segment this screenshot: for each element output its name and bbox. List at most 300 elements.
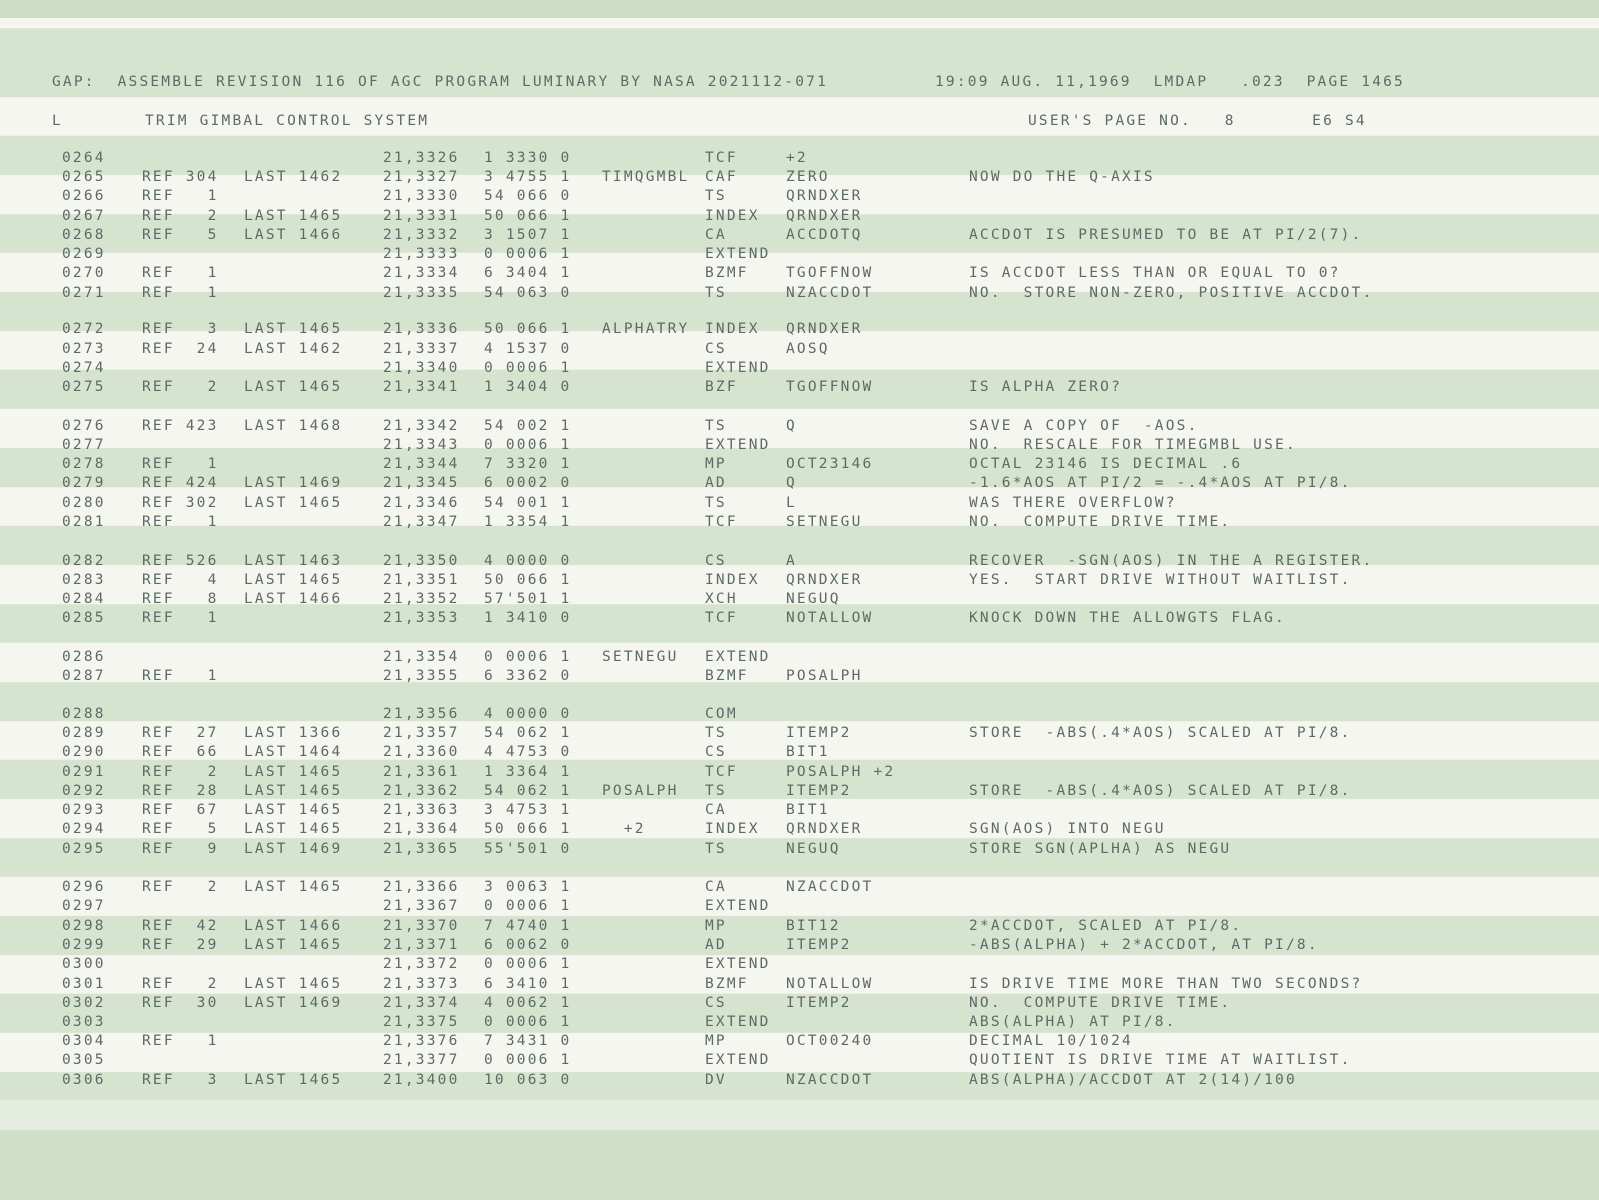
comment: NO. COMPUTE DRIVE TIME. [969, 995, 1232, 1011]
last-ref: LAST 1465 [244, 976, 343, 992]
opcode: TCF [705, 764, 738, 780]
last-ref: LAST 1465 [244, 879, 343, 895]
opcode: INDEX [705, 208, 760, 224]
ref-count: REF 66 [142, 744, 219, 760]
octal-code: 50 066 1 [484, 572, 572, 588]
octal-code: 55'501 0 [484, 841, 572, 857]
comment: ABS(ALPHA)/ACCDOT AT 2(14)/100 [969, 1072, 1297, 1088]
memory-address: 21,3361 [383, 764, 460, 780]
ref-count: REF 9 [142, 841, 219, 857]
memory-address: 21,3373 [383, 976, 460, 992]
opcode: EXTEND [705, 898, 771, 914]
operand: ITEMP2 [786, 995, 852, 1011]
octal-code: 54 063 0 [484, 285, 572, 301]
ref-count: REF 1 [142, 1033, 219, 1049]
operand: BIT1 [786, 744, 830, 760]
memory-address: 21,3341 [383, 379, 460, 395]
memory-address: 21,3326 [383, 150, 460, 166]
octal-code: 0 0006 1 [484, 437, 572, 453]
last-ref: LAST 1465 [244, 821, 343, 837]
opcode: INDEX [705, 321, 760, 337]
memory-address: 21,3334 [383, 265, 460, 281]
last-ref: LAST 1462 [244, 169, 343, 185]
paper-bottom-edge [0, 1130, 1599, 1200]
comment: WAS THERE OVERFLOW? [969, 495, 1177, 511]
ref-count: REF 28 [142, 783, 219, 799]
ref-count: REF 423 [142, 418, 219, 434]
line-number: 0289 [62, 725, 106, 741]
comment: OCTAL 23146 IS DECIMAL .6 [969, 456, 1243, 472]
opcode: CS [705, 995, 727, 1011]
ref-count: REF 67 [142, 802, 219, 818]
memory-address: 21,3362 [383, 783, 460, 799]
ref-count: REF 526 [142, 553, 219, 569]
last-ref: LAST 1469 [244, 475, 343, 491]
ref-count: REF 27 [142, 725, 219, 741]
line-number: 0268 [62, 227, 106, 243]
label: SETNEGU [602, 649, 679, 665]
comment: -ABS(ALPHA) + 2*ACCDOT, AT PI/8. [969, 937, 1319, 953]
ref-count: REF 1 [142, 668, 219, 684]
operand: QRNDXER [786, 572, 863, 588]
octal-code: 1 3364 1 [484, 764, 572, 780]
last-ref: LAST 1465 [244, 783, 343, 799]
last-ref: LAST 1465 [244, 495, 343, 511]
comment: STORE -ABS(.4*AOS) SCALED AT PI/8. [969, 783, 1352, 799]
opcode: DV [705, 1072, 727, 1088]
operand: L [786, 495, 797, 511]
line-number: 0292 [62, 783, 106, 799]
octal-code: 4 0000 0 [484, 706, 572, 722]
operand: NEGUQ [786, 841, 841, 857]
line-number: 0305 [62, 1052, 106, 1068]
ref-count: REF 1 [142, 265, 219, 281]
section-letter: L [52, 113, 63, 129]
opcode: BZMF [705, 668, 749, 684]
ref-count: REF 1 [142, 188, 219, 204]
operand: QRNDXER [786, 821, 863, 837]
opcode: CS [705, 341, 727, 357]
octal-code: 54 062 1 [484, 725, 572, 741]
operand: NZACCDOT [786, 879, 874, 895]
last-ref: LAST 1465 [244, 937, 343, 953]
comment: ABS(ALPHA) AT PI/8. [969, 1014, 1177, 1030]
opcode: INDEX [705, 821, 760, 837]
ref-count: REF 4 [142, 572, 219, 588]
comment: NO. STORE NON-ZERO, POSITIVE ACCDOT. [969, 285, 1374, 301]
memory-address: 21,3357 [383, 725, 460, 741]
octal-code: 4 4753 0 [484, 744, 572, 760]
line-number: 0290 [62, 744, 106, 760]
comment: STORE -ABS(.4*AOS) SCALED AT PI/8. [969, 725, 1352, 741]
opcode: TS [705, 841, 727, 857]
opcode: EXTEND [705, 1014, 771, 1030]
line-number: 0297 [62, 898, 106, 914]
line-number: 0265 [62, 169, 106, 185]
octal-code: 54 066 0 [484, 188, 572, 204]
last-ref: LAST 1468 [244, 418, 343, 434]
operand: ZERO [786, 169, 830, 185]
operand: NOTALLOW [786, 976, 874, 992]
memory-address: 21,3365 [383, 841, 460, 857]
line-number: 0300 [62, 956, 106, 972]
operand: QRNDXER [786, 188, 863, 204]
line-number: 0306 [62, 1072, 106, 1088]
octal-code: 54 002 1 [484, 418, 572, 434]
operand: SETNEGU [786, 514, 863, 530]
ref-count: REF 302 [142, 495, 219, 511]
memory-address: 21,3371 [383, 937, 460, 953]
line-number: 0303 [62, 1014, 106, 1030]
opcode: TS [705, 783, 727, 799]
opcode: EXTEND [705, 1052, 771, 1068]
octal-code: 7 3431 0 [484, 1033, 572, 1049]
comment: -1.6*AOS AT PI/2 = -.4*AOS AT PI/8. [969, 475, 1352, 491]
section-title: TRIM GIMBAL CONTROL SYSTEM [145, 113, 430, 129]
memory-address: 21,3331 [383, 208, 460, 224]
memory-address: 21,3347 [383, 514, 460, 530]
octal-code: 1 3354 1 [484, 514, 572, 530]
last-ref: LAST 1462 [244, 341, 343, 357]
operand: QRNDXER [786, 208, 863, 224]
line-number: 0280 [62, 495, 106, 511]
last-ref: LAST 1466 [244, 918, 343, 934]
operand: OCT00240 [786, 1033, 874, 1049]
opcode: EXTEND [705, 649, 771, 665]
opcode: EXTEND [705, 956, 771, 972]
comment: 2*ACCDOT, SCALED AT PI/8. [969, 918, 1243, 934]
line-number: 0270 [62, 265, 106, 281]
octal-code: 0 0006 1 [484, 956, 572, 972]
memory-address: 21,3356 [383, 706, 460, 722]
memory-address: 21,3353 [383, 610, 460, 626]
line-number: 0284 [62, 591, 106, 607]
octal-code: 50 066 1 [484, 208, 572, 224]
operand: AOSQ [786, 341, 830, 357]
octal-code: 0 0006 1 [484, 898, 572, 914]
label: POSALPH [602, 783, 679, 799]
opcode: MP [705, 918, 727, 934]
line-number: 0304 [62, 1033, 106, 1049]
memory-address: 21,3342 [383, 418, 460, 434]
opcode: EXTEND [705, 360, 771, 376]
line-number: 0283 [62, 572, 106, 588]
opcode: TS [705, 188, 727, 204]
memory-address: 21,3336 [383, 321, 460, 337]
ref-count: REF 1 [142, 456, 219, 472]
line-number: 0288 [62, 706, 106, 722]
memory-address: 21,3366 [383, 879, 460, 895]
octal-code: 0 0006 1 [484, 649, 572, 665]
octal-code: 6 3410 1 [484, 976, 572, 992]
last-ref: LAST 1465 [244, 764, 343, 780]
opcode: EXTEND [705, 437, 771, 453]
last-ref: LAST 1366 [244, 725, 343, 741]
comment: NOW DO THE Q-AXIS [969, 169, 1155, 185]
memory-address: 21,3340 [383, 360, 460, 376]
octal-code: 7 4740 1 [484, 918, 572, 934]
memory-address: 21,3355 [383, 668, 460, 684]
line-number: 0282 [62, 553, 106, 569]
ref-count: REF 3 [142, 1072, 219, 1088]
octal-code: 0 0006 1 [484, 360, 572, 376]
octal-code: 50 066 1 [484, 321, 572, 337]
memory-address: 21,3343 [383, 437, 460, 453]
line-number: 0264 [62, 150, 106, 166]
operand: NOTALLOW [786, 610, 874, 626]
ref-count: REF 424 [142, 475, 219, 491]
comment: IS ALPHA ZERO? [969, 379, 1123, 395]
memory-address: 21,3367 [383, 898, 460, 914]
opcode: TS [705, 285, 727, 301]
operand: +2 [786, 150, 808, 166]
ref-count: REF 24 [142, 341, 219, 357]
comment: STORE SGN(APLHA) AS NEGU [969, 841, 1232, 857]
line-number: 0287 [62, 668, 106, 684]
comment: IS DRIVE TIME MORE THAN TWO SECONDS? [969, 976, 1363, 992]
label: ALPHATRY [602, 321, 690, 337]
octal-code: 57'501 1 [484, 591, 572, 607]
ref-count: REF 304 [142, 169, 219, 185]
comment: SAVE A COPY OF -AOS. [969, 418, 1199, 434]
octal-code: 50 066 1 [484, 821, 572, 837]
last-ref: LAST 1469 [244, 995, 343, 1011]
octal-code: 6 0062 0 [484, 937, 572, 953]
memory-address: 21,3351 [383, 572, 460, 588]
operand: BIT1 [786, 802, 830, 818]
comment: NO. RESCALE FOR TIMEGMBL USE. [969, 437, 1297, 453]
ref-count: REF 5 [142, 227, 219, 243]
operand: POSALPH +2 [786, 764, 896, 780]
line-number: 0266 [62, 188, 106, 204]
octal-code: 0 0006 1 [484, 1014, 572, 1030]
line-number: 0275 [62, 379, 106, 395]
comment: ACCDOT IS PRESUMED TO BE AT PI/2(7). [969, 227, 1363, 243]
last-ref: LAST 1466 [244, 591, 343, 607]
comment: DECIMAL 10/1024 [969, 1033, 1133, 1049]
memory-address: 21,3330 [383, 188, 460, 204]
memory-address: 21,3333 [383, 246, 460, 262]
opcode: CA [705, 879, 727, 895]
memory-address: 21,3346 [383, 495, 460, 511]
memory-address: 21,3360 [383, 744, 460, 760]
octal-code: 0 0006 1 [484, 246, 572, 262]
memory-address: 21,3372 [383, 956, 460, 972]
line-number: 0272 [62, 321, 106, 337]
octal-code: 3 1507 1 [484, 227, 572, 243]
memory-address: 21,3364 [383, 821, 460, 837]
octal-code: 4 0000 0 [484, 553, 572, 569]
memory-address: 21,3327 [383, 169, 460, 185]
memory-address: 21,3344 [383, 456, 460, 472]
operand: ACCDOTQ [786, 227, 863, 243]
comment: KNOCK DOWN THE ALLOWGTS FLAG. [969, 610, 1286, 626]
octal-code: 4 0062 1 [484, 995, 572, 1011]
opcode: TS [705, 725, 727, 741]
line-number: 0295 [62, 841, 106, 857]
line-number: 0298 [62, 918, 106, 934]
comment: SGN(AOS) INTO NEGU [969, 821, 1166, 837]
line-number: 0278 [62, 456, 106, 472]
operand: A [786, 553, 797, 569]
memory-address: 21,3352 [383, 591, 460, 607]
line-number: 0273 [62, 341, 106, 357]
opcode: AD [705, 937, 727, 953]
comment: QUOTIENT IS DRIVE TIME AT WAITLIST. [969, 1052, 1352, 1068]
line-number: 0299 [62, 937, 106, 953]
last-ref: LAST 1464 [244, 744, 343, 760]
operand: TGOFFNOW [786, 379, 874, 395]
line-number: 0271 [62, 285, 106, 301]
opcode: EXTEND [705, 246, 771, 262]
ref-count: REF 1 [142, 514, 219, 530]
memory-address: 21,3350 [383, 553, 460, 569]
opcode: TS [705, 495, 727, 511]
octal-code: 54 001 1 [484, 495, 572, 511]
octal-code: 1 3404 0 [484, 379, 572, 395]
line-number: 0277 [62, 437, 106, 453]
line-number: 0281 [62, 514, 106, 530]
opcode: AD [705, 475, 727, 491]
ref-count: REF 29 [142, 937, 219, 953]
last-ref: LAST 1465 [244, 379, 343, 395]
paper-top-edge [0, 0, 1599, 18]
operand: Q [786, 418, 797, 434]
ref-count: REF 30 [142, 995, 219, 1011]
memory-address: 21,3376 [383, 1033, 460, 1049]
octal-code: 54 062 1 [484, 783, 572, 799]
operand: POSALPH [786, 668, 863, 684]
operand: BIT12 [786, 918, 841, 934]
octal-code: 3 4755 1 [484, 169, 572, 185]
ref-count: REF 2 [142, 764, 219, 780]
line-number: 0301 [62, 976, 106, 992]
label: TIMQGMBL [602, 169, 690, 185]
memory-address: 21,3335 [383, 285, 460, 301]
operand: NZACCDOT [786, 1072, 874, 1088]
line-number: 0291 [62, 764, 106, 780]
memory-address: 21,3377 [383, 1052, 460, 1068]
line-number: 0285 [62, 610, 106, 626]
paper-bottom-margin [0, 1100, 1599, 1130]
memory-address: 21,3374 [383, 995, 460, 1011]
line-number: 0302 [62, 995, 106, 1011]
ref-count: REF 8 [142, 591, 219, 607]
memory-address: 21,3345 [383, 475, 460, 491]
ref-count: REF 2 [142, 208, 219, 224]
memory-address: 21,3370 [383, 918, 460, 934]
comment: RECOVER -SGN(AOS) IN THE A REGISTER. [969, 553, 1374, 569]
assembly-date-page: 19:09 AUG. 11,1969 LMDAP .023 PAGE 1465 [935, 74, 1405, 90]
last-ref: LAST 1465 [244, 321, 343, 337]
octal-code: 0 0006 1 [484, 1052, 572, 1068]
ref-count: REF 2 [142, 379, 219, 395]
line-number: 0269 [62, 246, 106, 262]
line-number: 0274 [62, 360, 106, 376]
opcode: COM [705, 706, 738, 722]
opcode: CS [705, 744, 727, 760]
octal-code: 6 0002 0 [484, 475, 572, 491]
assembly-title: GAP: ASSEMBLE REVISION 116 OF AGC PROGRAM LUMINARY BY NASA 2021112-071 [52, 74, 829, 90]
line-number: 0267 [62, 208, 106, 224]
opcode: XCH [705, 591, 738, 607]
line-number: 0279 [62, 475, 106, 491]
line-number: 0296 [62, 879, 106, 895]
line-number: 0293 [62, 802, 106, 818]
opcode: BZF [705, 379, 738, 395]
line-number: 0286 [62, 649, 106, 665]
operand: NEGUQ [786, 591, 841, 607]
octal-code: 10 063 0 [484, 1072, 572, 1088]
ref-count: REF 3 [142, 321, 219, 337]
last-ref: LAST 1466 [244, 227, 343, 243]
operand: QRNDXER [786, 321, 863, 337]
ref-count: REF 5 [142, 821, 219, 837]
memory-address: 21,3375 [383, 1014, 460, 1030]
memory-address: 21,3332 [383, 227, 460, 243]
opcode: CA [705, 802, 727, 818]
ref-count: REF 2 [142, 879, 219, 895]
opcode: TCF [705, 150, 738, 166]
opcode: MP [705, 1033, 727, 1049]
line-number: 0294 [62, 821, 106, 837]
label: +2 [602, 821, 646, 837]
octal-code: 7 3320 1 [484, 456, 572, 472]
operand: ITEMP2 [786, 783, 852, 799]
operand: TGOFFNOW [786, 265, 874, 281]
operand: NZACCDOT [786, 285, 874, 301]
last-ref: LAST 1465 [244, 1072, 343, 1088]
octal-code: 3 0063 1 [484, 879, 572, 895]
last-ref: LAST 1469 [244, 841, 343, 857]
operand: ITEMP2 [786, 725, 852, 741]
operand: Q [786, 475, 797, 491]
comment: YES. START DRIVE WITHOUT WAITLIST. [969, 572, 1352, 588]
opcode: BZMF [705, 976, 749, 992]
octal-code: 3 4753 1 [484, 802, 572, 818]
operand: ITEMP2 [786, 937, 852, 953]
opcode: BZMF [705, 265, 749, 281]
operand: OCT23146 [786, 456, 874, 472]
last-ref: LAST 1465 [244, 208, 343, 224]
opcode: TS [705, 418, 727, 434]
octal-code: 1 3410 0 [484, 610, 572, 626]
opcode: CA [705, 227, 727, 243]
opcode: MP [705, 456, 727, 472]
ref-count: REF 1 [142, 610, 219, 626]
octal-code: 1 3330 0 [484, 150, 572, 166]
last-ref: LAST 1463 [244, 553, 343, 569]
octal-code: 4 1537 0 [484, 341, 572, 357]
memory-address: 21,3363 [383, 802, 460, 818]
octal-code: 6 3362 0 [484, 668, 572, 684]
memory-address: 21,3337 [383, 341, 460, 357]
opcode: CS [705, 553, 727, 569]
comment: IS ACCDOT LESS THAN OR EQUAL TO 0? [969, 265, 1341, 281]
comment: NO. COMPUTE DRIVE TIME. [969, 514, 1232, 530]
ref-count: REF 2 [142, 976, 219, 992]
opcode: TCF [705, 514, 738, 530]
last-ref: LAST 1465 [244, 572, 343, 588]
octal-code: 6 3404 1 [484, 265, 572, 281]
opcode: INDEX [705, 572, 760, 588]
ref-count: REF 42 [142, 918, 219, 934]
memory-address: 21,3400 [383, 1072, 460, 1088]
opcode: TCF [705, 610, 738, 626]
memory-address: 21,3354 [383, 649, 460, 665]
line-number: 0276 [62, 418, 106, 434]
last-ref: LAST 1465 [244, 802, 343, 818]
